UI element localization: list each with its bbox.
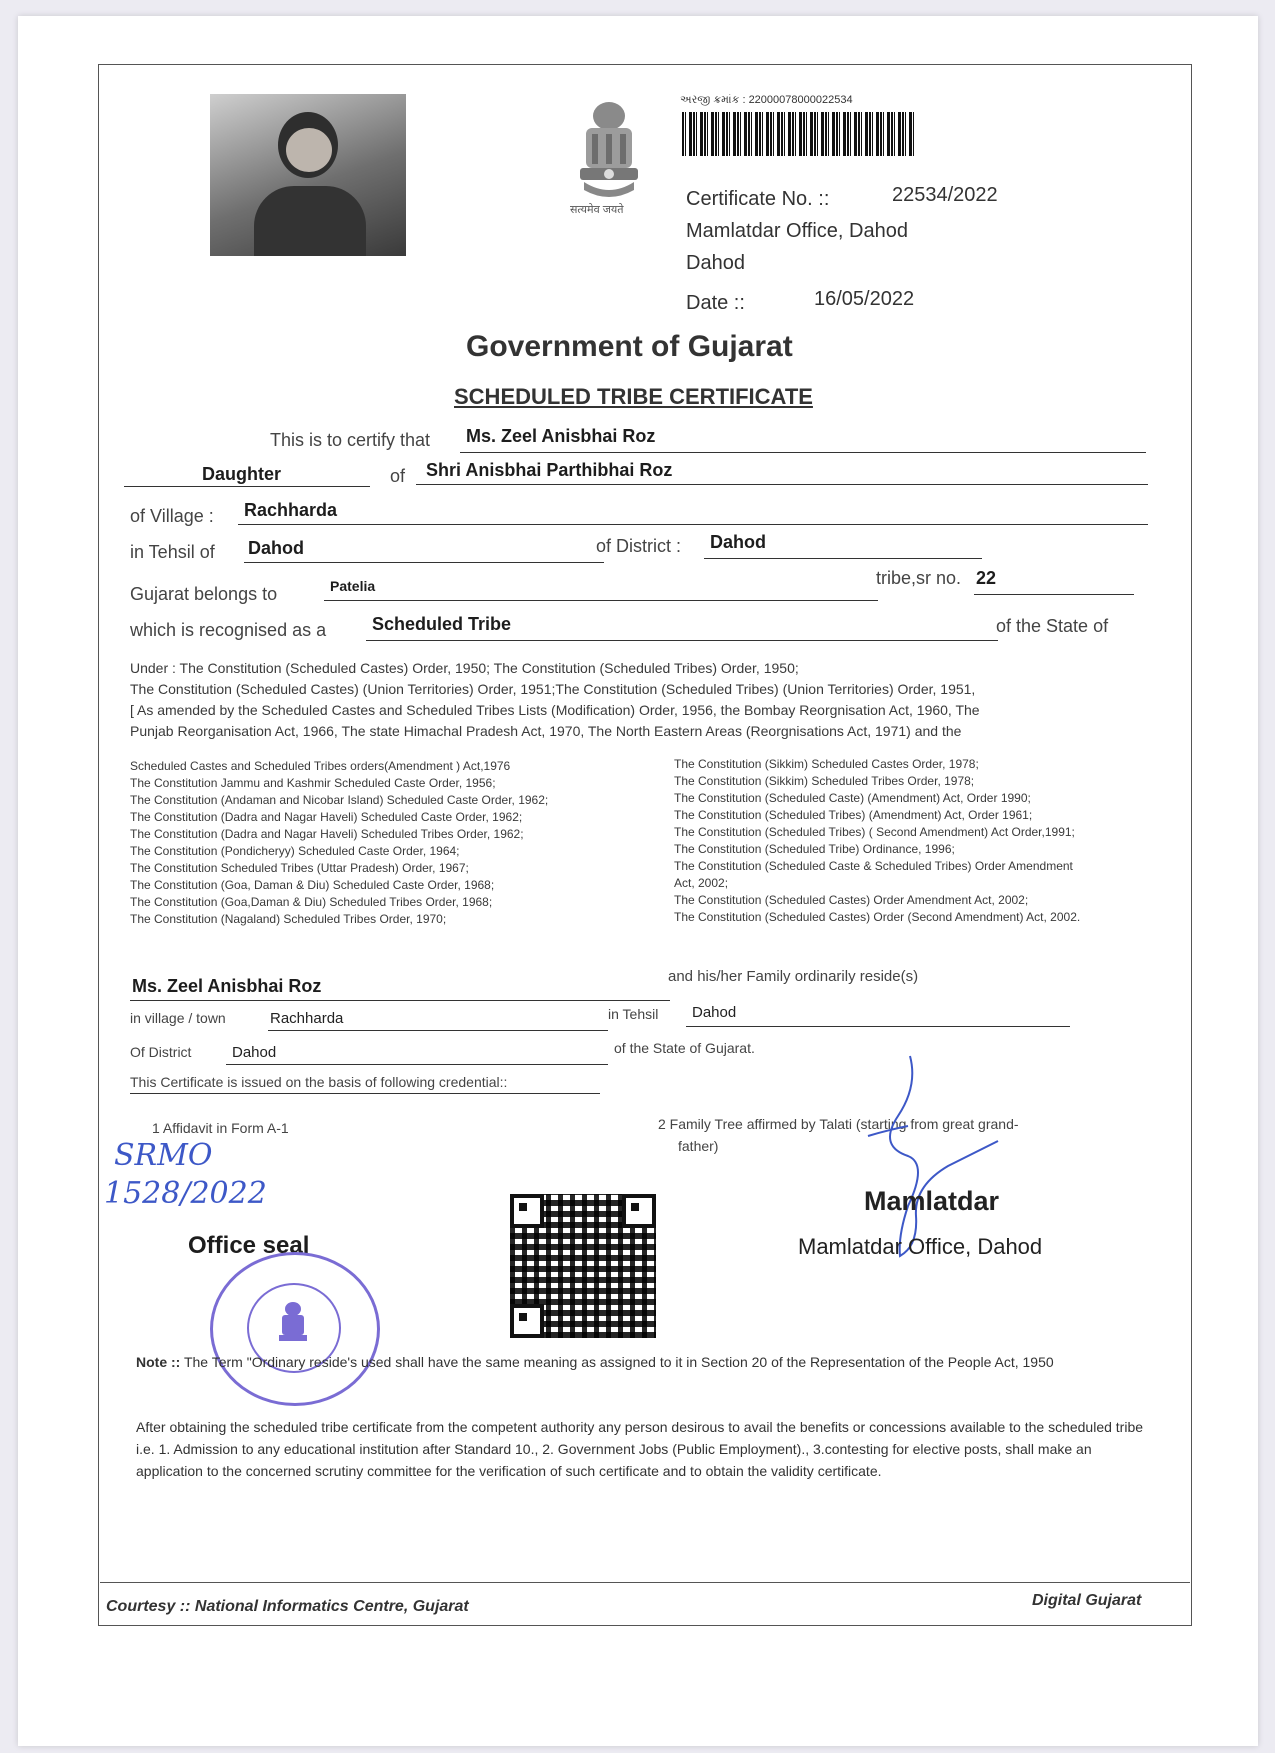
- residence-district-field: [226, 1040, 608, 1065]
- office-line-1: Mamlatdar Office, Dahod: [686, 220, 908, 242]
- village-value: Rachharda: [244, 500, 338, 520]
- under-line: Punjab Reorganisation Act, 1966, The state Himachal Pradesh Act, 1970, The North Eastern Areas (Reorgnisations Act, 1971) and the: [130, 723, 962, 739]
- relation: Daughter: [202, 464, 282, 484]
- reside-label: and his/her Family ordinarily reside(s): [668, 968, 919, 985]
- applicant-name: Ms. Zeel Anisbhai Roz: [466, 426, 656, 446]
- order-item: The Constitution (Pondicheryy) Scheduled Caste Order, 1964;: [130, 844, 460, 858]
- tehsil-value: Dahod: [248, 538, 304, 558]
- basis-label: This Certificate is issued on the basis of following credential::: [130, 1074, 600, 1094]
- order-item: The Constitution (Scheduled Caste & Scheduled Tribes) Order Amendment: [674, 859, 1073, 873]
- emblem-motto: सत्यमेव जयते: [570, 204, 624, 216]
- tribe-sr-field: [974, 566, 1134, 595]
- note-paragraph: [136, 1352, 1156, 1373]
- father-field: [416, 458, 1148, 485]
- note-label: Note ::: [136, 1354, 181, 1370]
- tribe-sr-value: 22: [976, 568, 997, 588]
- tribe-value: Patelia: [330, 578, 376, 594]
- order-item: The Constitution (Andaman and Nicobar Island) Scheduled Caste Order, 1962;: [130, 793, 549, 807]
- under-line: The Constitution (Scheduled Castes) (Union Territories) Order, 1951;The Constitution (Scheduled Tribes) (Union Territories) Order, 1951,: [130, 681, 976, 697]
- residence-village-field: [268, 1006, 608, 1031]
- footer-divider: [100, 1582, 1190, 1583]
- order-item: The Constitution (Sikkim) Scheduled Tribes Order, 1978;: [674, 774, 975, 788]
- residence-name-field: [130, 972, 670, 1001]
- seal-emblem-icon: [273, 1299, 313, 1349]
- footer-brand: Digital Gujarat: [1032, 1592, 1142, 1609]
- order-item: The Constitution Scheduled Tribes (Uttar Pradesh) Order, 1967;: [130, 861, 469, 875]
- date-label: Date ::: [686, 292, 745, 314]
- order-item: The Constitution (Dadra and Nagar Haveli) Scheduled Tribes Order, 1962;: [130, 827, 524, 841]
- issue-date: 16/05/2022: [814, 288, 915, 310]
- application-number: 22000078000022534: [748, 94, 853, 106]
- recognised-value: Scheduled Tribe: [372, 614, 512, 634]
- name-field: [460, 426, 1146, 453]
- order-item: The Constitution (Scheduled Caste) (Amendment) Act, Order 1990;: [674, 791, 1031, 805]
- orders-list-right: [674, 756, 1174, 926]
- district-value: Dahod: [710, 532, 766, 552]
- barcode: [682, 112, 914, 156]
- order-item: The Constitution (Scheduled Castes) Order (Second Amendment) Act, 2002.: [674, 910, 1081, 924]
- order-item: The Constitution (Dadra and Nagar Haveli) Scheduled Caste Order, 1962;: [130, 810, 523, 824]
- state-of-label: of the State of: [996, 616, 1109, 636]
- residence-tehsil-label: in Tehsil: [608, 1006, 659, 1022]
- order-item: The Constitution (Scheduled Castes) Order Amendment Act, 2002;: [674, 893, 1029, 907]
- under-line: [ As amended by the Scheduled Castes and Scheduled Tribes Lists (Modification) Order, 1956, the Bombay Reorgnisation Act, 1960, The: [130, 702, 980, 718]
- lion-capital-icon: [564, 94, 654, 204]
- tehsil-label: in Tehsil of: [130, 542, 215, 562]
- of-label: of: [390, 466, 406, 486]
- certificate-no-label: Certificate No. ::: [686, 188, 830, 210]
- order-item: The Constitution Jammu and Kashmir Scheduled Caste Order, 1956;: [130, 776, 496, 790]
- residence-tehsil: Dahod: [692, 1004, 737, 1021]
- district-label: of District :: [596, 536, 682, 556]
- village-field: [238, 498, 1148, 525]
- handwritten-number: 1528/2022: [104, 1176, 267, 1211]
- qr-code: [510, 1194, 656, 1338]
- office-line-2: Dahod: [686, 252, 745, 274]
- order-item: The Constitution (Scheduled Tribes) (Amendment) Act, Order 1961;: [674, 808, 1033, 822]
- district-field: [704, 530, 982, 559]
- tribe-sr-label: tribe,sr no.: [876, 568, 962, 588]
- order-item: The Constitution (Nagaland) Scheduled Tribes Order, 1970;: [130, 912, 447, 926]
- residence-tehsil-field: [686, 1002, 1070, 1027]
- recognised-label: which is recognised as a: [130, 620, 327, 640]
- credential-family-tree: 2 Family Tree affirmed by Talati (starting from great grand-: [658, 1116, 1019, 1132]
- father-name: Shri Anisbhai Parthibhai Roz: [426, 460, 673, 480]
- application-number-row: [680, 94, 853, 107]
- belongs-label: Gujarat belongs to: [130, 584, 278, 604]
- residence-village: Rachharda: [270, 1010, 344, 1027]
- page-title: Government of Gujarat: [466, 330, 793, 363]
- applicant-photo: [210, 94, 406, 256]
- residence-district-label: Of District: [130, 1044, 192, 1060]
- note-text: The Term "Ordinary reside's used shall have the same meaning as assigned to it in Section 20 of the Representation of the People Act, 1950: [183, 1354, 1054, 1370]
- orders-list-left: [130, 758, 650, 940]
- signatory-title: Mamlatdar: [864, 1186, 1000, 1216]
- tehsil-field: [244, 534, 604, 563]
- order-item: The Constitution (Goa, Daman & Diu) Scheduled Caste Order, 1968;: [130, 878, 495, 892]
- application-number-label: અરજી ક્રમાંક :: [680, 94, 746, 106]
- office-seal-label: Office seal: [188, 1232, 310, 1259]
- under-paragraph: [130, 658, 1160, 742]
- order-item: The Constitution (Scheduled Tribes) ( Second Amendment) Act Order,1991;: [674, 825, 1075, 839]
- credential-affidavit: 1 Affidavit in Form A-1: [152, 1120, 289, 1136]
- residence-district: Dahod: [232, 1044, 277, 1061]
- order-item: The Constitution (Scheduled Tribe) Ordinance, 1996;: [674, 842, 955, 856]
- certificate-type: SCHEDULED TRIBE CERTIFICATE: [454, 384, 813, 409]
- office-seal-stamp: [210, 1252, 380, 1406]
- national-emblem: [564, 94, 654, 220]
- order-item: Scheduled Castes and Scheduled Tribes orders(Amendment ) Act,1976: [130, 759, 511, 773]
- order-item: Act, 2002;: [674, 876, 729, 890]
- footer-courtesy: Courtesy :: National Informatics Centre, Gujarat: [106, 1598, 469, 1615]
- credential-family-tree-line2: father): [678, 1138, 719, 1154]
- order-item: The Constitution (Sikkim) Scheduled Castes Order, 1978;: [674, 757, 979, 771]
- after-obtaining-paragraph: After obtaining the scheduled tribe certificate from the competent authority any person desirous to avail the benefits or concessions available to the scheduled tribe i.e. 1. Admission to any educational institution after Standard 10., 2. Government Jobs (Public Employment)., 3.contesting for elective posts, shall make an application to the concerned scrutiny committee for the verification of such certificate and to obtain the validity certificate.: [136, 1419, 1144, 1479]
- handwritten-srmo: SRMO: [114, 1138, 213, 1173]
- order-item: The Constitution (Goa,Daman & Diu) Scheduled Tribes Order, 1968;: [130, 895, 493, 909]
- residence-name: Ms. Zeel Anisbhai Roz: [132, 976, 322, 996]
- tribe-field: [324, 572, 878, 601]
- certify-label: This is to certify that: [270, 430, 431, 450]
- village-label: of Village :: [130, 506, 214, 526]
- signatory-office: Mamlatdar Office, Dahod: [798, 1234, 1043, 1259]
- under-line: Under : The Constitution (Scheduled Castes) Order, 1950; The Constitution (Scheduled Tribes) Order, 1950;: [130, 660, 799, 676]
- residence-village-label: in village / town: [130, 1010, 226, 1026]
- state-gujarat-label: of the State of Gujarat.: [614, 1040, 755, 1056]
- certificate-no: 22534/2022: [892, 184, 998, 206]
- certificate-sheet: [18, 16, 1258, 1746]
- recognised-field: [366, 612, 998, 641]
- relation-field: [124, 458, 370, 487]
